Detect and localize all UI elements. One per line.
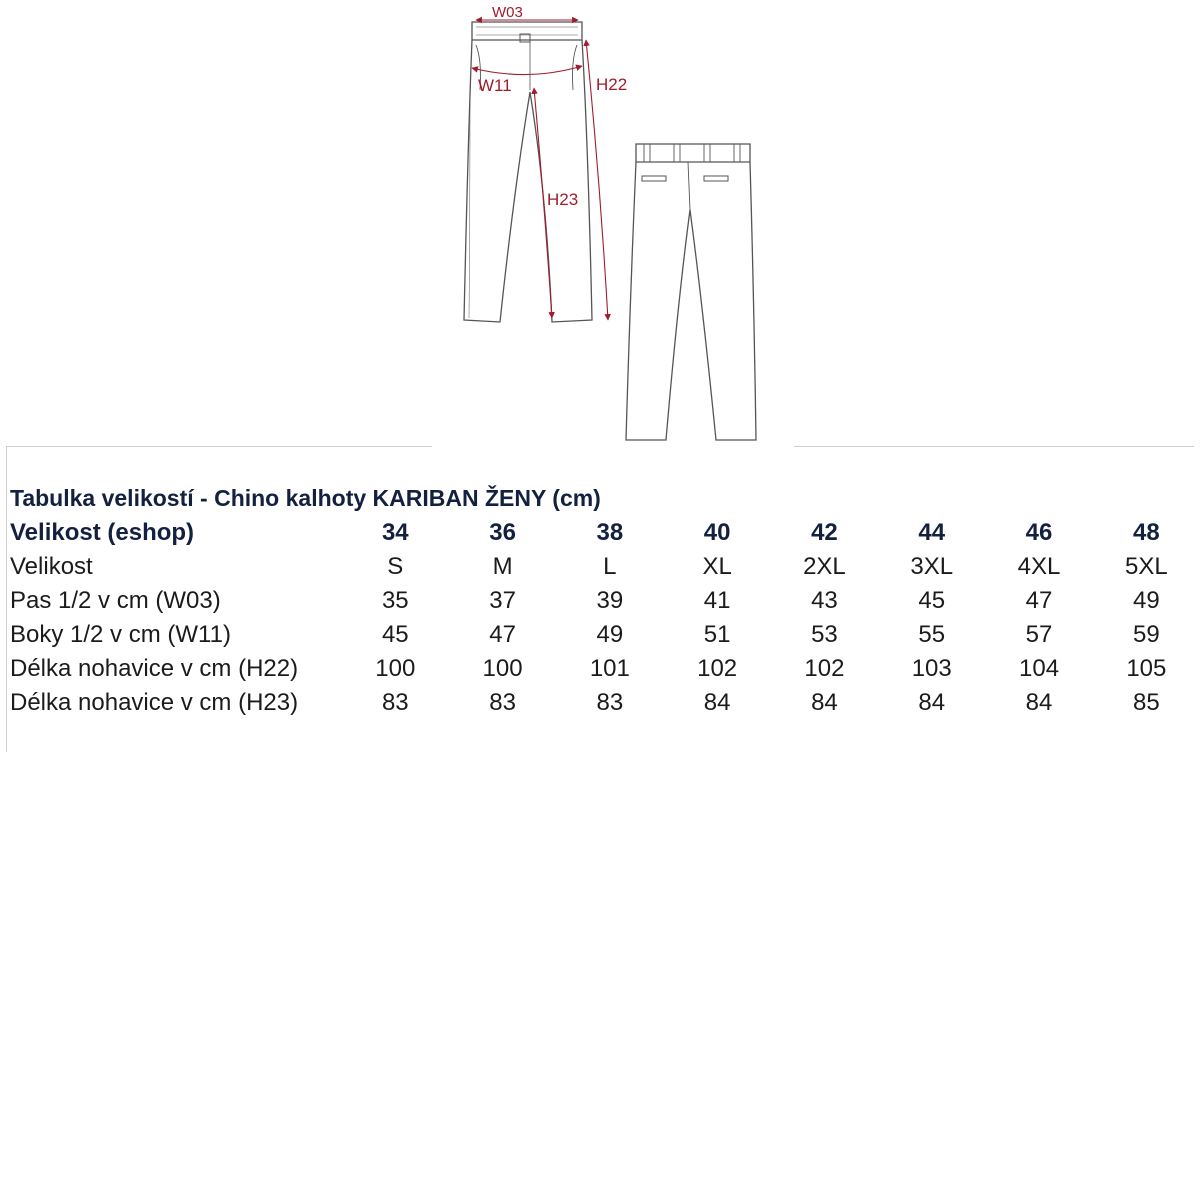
table-cell: 85 [1132,689,1160,716]
table-row [8,652,1200,686]
table-cell: 35 [381,587,409,614]
table-cell: 101 [589,655,630,682]
table-cell: 102 [697,655,738,682]
table-row [8,618,1200,652]
row-label: Délka nohavice v cm (H23) [10,689,299,716]
trousers-technical-drawing [420,0,780,446]
table-cell: 45 [381,621,409,648]
header-cell: 40 [703,519,731,546]
header-cell: 38 [596,519,624,546]
table-cell: 49 [596,621,624,648]
table-cell: 84 [811,689,838,716]
table-row [8,584,1200,618]
header-cell: 44 [918,519,946,546]
table-cell: 4XL [1017,553,1061,580]
row-label: Pas 1/2 v cm (W03) [10,587,221,614]
label-w03: W03 [492,4,523,21]
header-cell: 34 [381,519,409,546]
table-cell: L [603,553,617,580]
divider-vertical [6,446,7,752]
divider-right [794,446,1194,447]
table-cell: 47 [489,621,516,648]
table-cell: M [492,553,513,580]
table-title-row [8,480,1200,516]
front-view [464,22,592,322]
label-h22: H22 [596,75,628,94]
table-cell: 5XL [1124,553,1168,580]
table-cell: 39 [596,587,624,614]
table-cell: 84 [1025,689,1053,716]
table-cell: 53 [811,621,838,648]
label-w11: W11 [478,76,512,95]
table-cell: 45 [918,587,946,614]
table-row [8,550,1200,584]
table-cell: 2XL [803,553,846,580]
header-cell: 36 [489,519,516,546]
table-cell: 47 [1025,587,1053,614]
divider-left [6,446,432,447]
header-cell: 48 [1132,519,1160,546]
table-cell: 83 [489,689,516,716]
table-cell: 104 [1019,655,1060,682]
size-table [8,480,1200,720]
table-cell: 83 [596,689,624,716]
table-title: Tabulka velikostí - Chino kalhoty KARIBAN ŽENY (cm) [10,484,601,511]
table-cell: 41 [703,587,731,614]
table-header-row [8,516,1200,550]
table-cell: S [387,553,404,580]
table-cell: 59 [1132,621,1160,648]
table-cell: 51 [703,621,731,648]
table-cell: 102 [804,655,845,682]
table-cell: 100 [482,655,523,682]
table-cell: 37 [489,587,516,614]
header-label: Velikost (eshop) [10,519,195,546]
table-cell: 103 [911,655,952,682]
label-h23: H23 [547,190,579,209]
table-cell: 43 [811,587,838,614]
table-cell: 55 [918,621,946,648]
row-label: Boky 1/2 v cm (W11) [10,621,231,648]
row-label: Velikost [10,553,93,580]
table-cell: XL [702,553,732,580]
table-row [8,686,1200,720]
row-label: Délka nohavice v cm (H22) [10,655,299,682]
header-cell: 46 [1025,519,1053,546]
table-cell: 83 [381,689,409,716]
table-cell: 105 [1126,655,1167,682]
table-cell: 49 [1132,587,1160,614]
header-cell: 42 [811,519,838,546]
back-view [626,144,756,440]
table-cell: 100 [375,655,416,682]
table-cell: 3XL [910,553,954,580]
table-cell: 57 [1025,621,1053,648]
table-cell: 84 [918,689,946,716]
table-cell: 84 [703,689,731,716]
